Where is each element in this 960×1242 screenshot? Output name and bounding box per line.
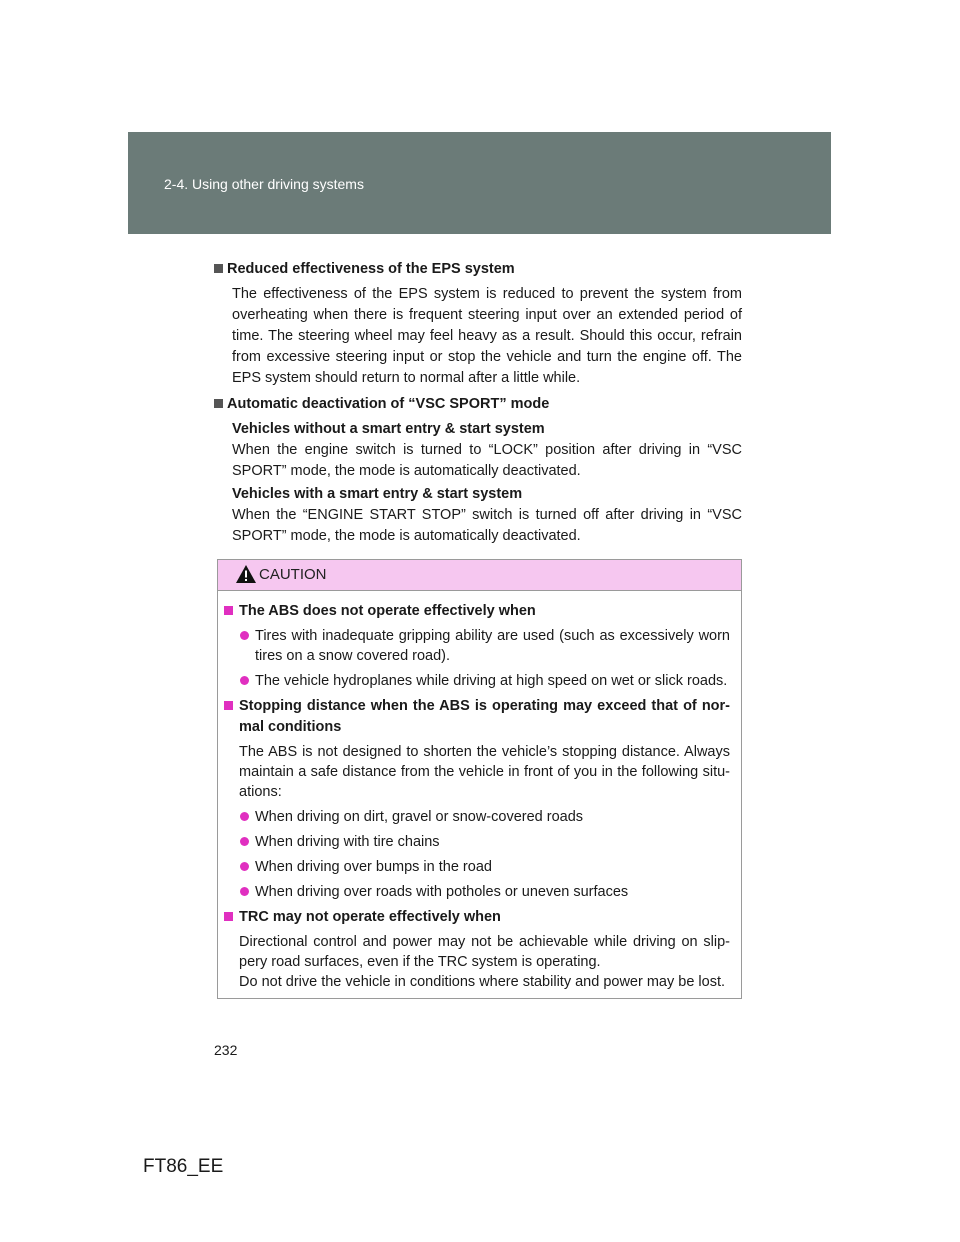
section-title: 2-4. Using other driving systems bbox=[164, 176, 364, 192]
bullet-dot-icon bbox=[240, 837, 249, 846]
eps-heading: Reduced effectiveness of the EPS system bbox=[214, 259, 742, 279]
square-bullet-icon bbox=[224, 606, 233, 615]
caution-box bbox=[217, 559, 742, 999]
bullet-dot-icon bbox=[240, 887, 249, 896]
list-item: When driving with tire chains bbox=[224, 832, 730, 852]
square-bullet-icon bbox=[224, 701, 233, 710]
bullet-dot-icon bbox=[240, 862, 249, 871]
eps-paragraph: The effectiveness of the EPS system is reduced to prevent the system from overheating when there is frequent steering input over an extended period of time. The steering wheel may feel heavy as a result. Should this occur, refrain from excessive steering input or stop the vehicle and turn the engine off. The EPS system should return to normal after a little while. bbox=[232, 286, 742, 386]
main-content bbox=[214, 259, 742, 552]
vsc-subtext: When the engine switch is turned to “LOCK” position after driving in “VSC SPORT” mode, the mode is automatically deactivated. bbox=[232, 442, 742, 479]
abs-heading: The ABS does not operate effectively when bbox=[224, 601, 730, 622]
stopping-distance-heading: Stopping distance when the ABS is operating may exceed that of nor-mal conditions bbox=[224, 696, 730, 738]
caution-title: CAUTION bbox=[259, 566, 327, 583]
vsc-subtext: When the “ENGINE START STOP” switch is turned off after driving in “VSC SPORT” mode, the mode is automatically deactivated. bbox=[232, 507, 742, 544]
vsc-heading: Automatic deactivation of “VSC SPORT” mode bbox=[214, 394, 742, 414]
vsc-subheading: Vehicles with a smart entry & start system bbox=[232, 486, 523, 502]
caution-body bbox=[218, 591, 741, 992]
page-number: 232 bbox=[214, 1042, 238, 1058]
caution-header bbox=[218, 560, 741, 591]
square-bullet-icon bbox=[224, 912, 233, 921]
bullet-dot-icon bbox=[240, 812, 249, 821]
list-item: When driving on dirt, gravel or snow-covered roads bbox=[224, 807, 730, 827]
bullet-dot-icon bbox=[240, 631, 249, 640]
vsc-with-smart-entry bbox=[214, 484, 742, 547]
square-bullet-icon bbox=[214, 399, 223, 408]
warning-triangle-icon bbox=[235, 564, 257, 584]
list-item: When driving over bumps in the road bbox=[224, 857, 730, 877]
square-bullet-icon bbox=[214, 264, 223, 273]
list-item: When driving over roads with potholes or uneven surfaces bbox=[224, 882, 730, 902]
list-item: The vehicle hydroplanes while driving at high speed on wet or slick roads. bbox=[224, 671, 730, 691]
trc-heading: TRC may not operate effectively when bbox=[224, 907, 730, 928]
stopping-distance-text: The ABS is not designed to shorten the vehicle’s stopping distance. Always maintain a safe distance from the vehicle in front of you in the following situ-ations: bbox=[239, 744, 730, 800]
list-item: Tires with inadequate gripping ability are used (such as excessively worn tires on a snow covered road). bbox=[224, 626, 730, 666]
footer-code: FT86_EE bbox=[143, 1156, 224, 1177]
section-header-bar bbox=[128, 132, 831, 234]
vsc-without-smart-entry bbox=[214, 419, 742, 482]
trc-text: Directional control and power may not be achievable while driving on slip-pery road surfaces, even if the TRC system is operating. Do not drive the vehicle in conditions where stability and power may be lost. bbox=[239, 934, 730, 990]
bullet-dot-icon bbox=[240, 676, 249, 685]
vsc-subheading: Vehicles without a smart entry & start system bbox=[232, 421, 545, 437]
